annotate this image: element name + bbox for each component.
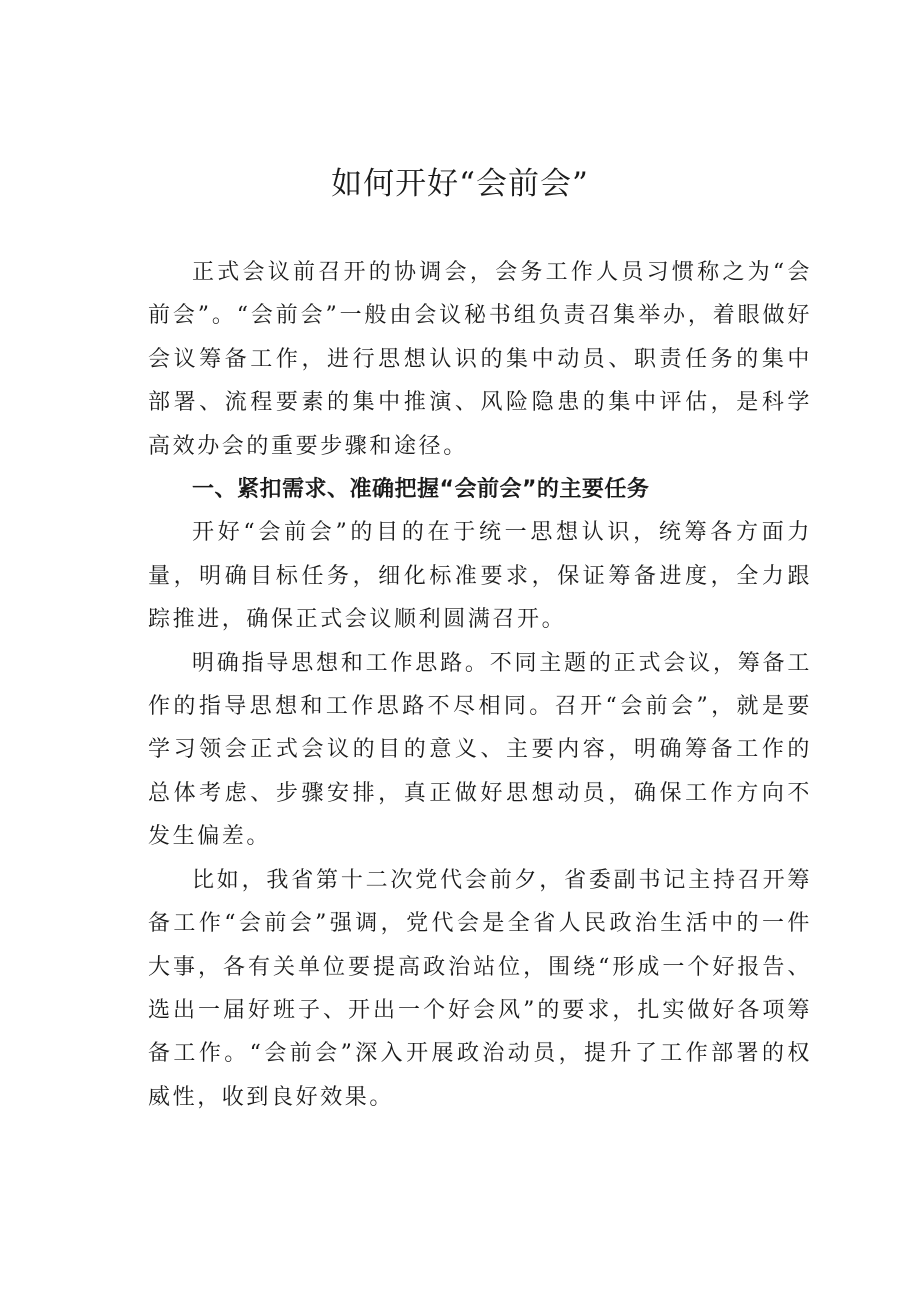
document-body bbox=[148, 251, 812, 1119]
section-paragraph-2: 明确指导思想和工作思路。不同主题的正式会议，筹备工作的指导思想和工作思路不尽相同。召开“会前会”，就是要学习领会正式会议的目的意义、主要内容，明确筹备工作的总体考虑、步骤安排，真正做好思想动员，确保工作方向不发生偏差。 bbox=[148, 650, 812, 850]
section-heading: 一、紧扣需求、准确把握“会前会”的主要任务 bbox=[192, 477, 650, 503]
intro-paragraph: 正式会议前召开的协调会，会务工作人员习惯称之为“会前会”。“会前会”一般由会议秘书组负责召集举办，着眼做好会议筹备工作，进行思想认识的集中动员、职责任务的集中部署、流程要素的集中推演、风险隐患的集中评估，是科学高效办会的重要步骤和途径。 bbox=[148, 260, 812, 459]
section-paragraph-3: 比如，我省第十二次党代会前夕，省委副书记主持召开筹备工作“会前会”强调，党代会是全省人民政治生活中的一件大事，各有关单位要提高政治站位，围绕“形成一个好报告、选出一届好班子、开出一个好会风”的要求，扎实做好各项筹备工作。“会前会”深入开展政治动员，提升了工作部署的权威性，收到良好效果。 bbox=[148, 867, 812, 1110]
document-title: 如何开好“会前会” bbox=[331, 166, 589, 202]
section-paragraph-1: 开好“会前会”的目的在于统一思想认识，统筹各方面力量，明确目标任务，细化标准要求，保证筹备进度，全力跟踪推进，确保正式会议顺利圆满召开。 bbox=[148, 520, 812, 633]
